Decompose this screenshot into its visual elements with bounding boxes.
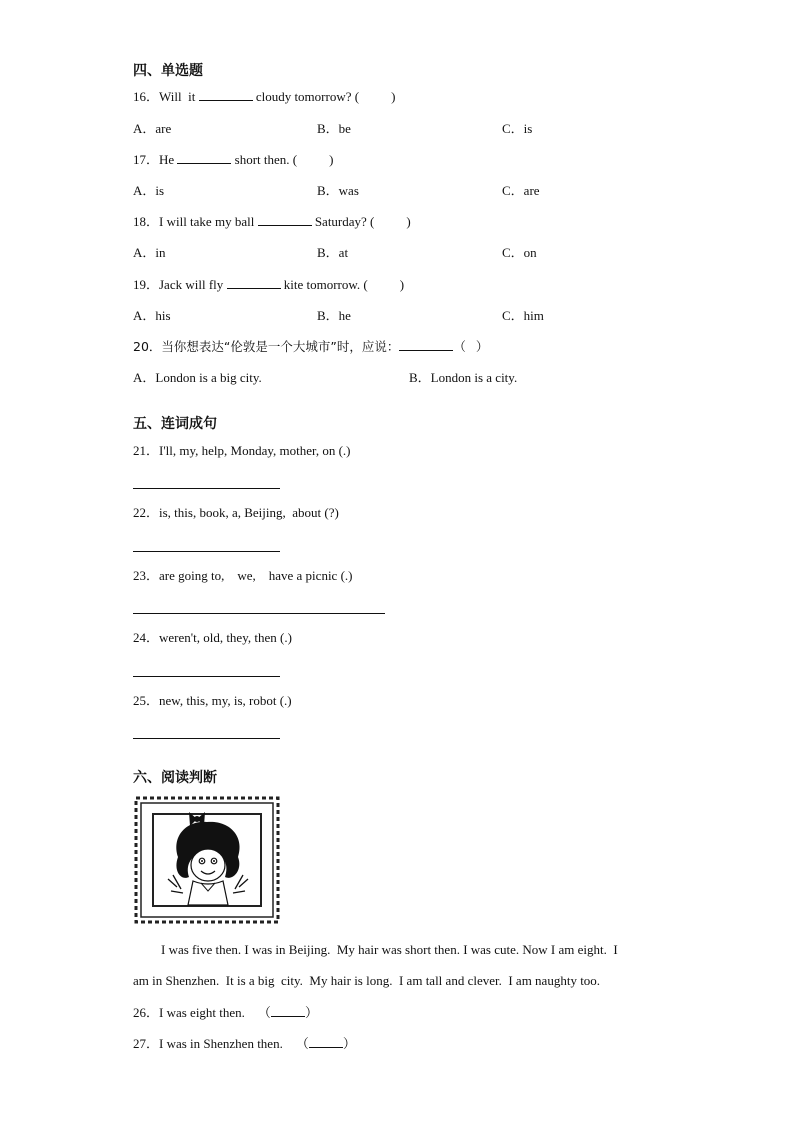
answer-line[interactable] — [133, 488, 280, 489]
question-26-text: 26．I was eight then. （ — [133, 1005, 271, 1020]
girl-stamp-illustration — [133, 795, 281, 925]
option-17-c[interactable]: C．are — [502, 183, 540, 198]
answer-line[interactable] — [133, 613, 385, 614]
question-16-pre: 16．Will it — [133, 89, 199, 104]
option-17-b[interactable]: B．was — [317, 183, 359, 198]
question-20-pre: 20．当你想表达“伦敦是一个大城市”时，应说： — [133, 339, 400, 354]
option-18-c[interactable]: C．on — [502, 245, 537, 260]
question-16-post: cloudy tomorrow? ( — [252, 89, 360, 104]
option-20-b[interactable]: B．London is a city. — [409, 370, 518, 385]
option-16-c[interactable]: C．is — [502, 121, 533, 136]
passage-line-2: am in Shenzhen. It is a big city. My hair is long. I am tall and clever. I am naughty too. — [133, 973, 601, 988]
answer-blank[interactable] — [309, 1036, 343, 1048]
question-27-close: ） — [342, 1036, 356, 1051]
answer-line[interactable] — [133, 551, 280, 552]
answer-blank[interactable] — [199, 89, 253, 101]
question-19-post: kite tomorrow. ( — [280, 277, 368, 292]
question-18-pre: 18．I will take my ball — [133, 214, 258, 229]
option-18-b[interactable]: B．at — [317, 245, 349, 260]
option-16-b[interactable]: B．be — [317, 121, 351, 136]
question-20-close: ） — [475, 339, 489, 354]
option-20-a[interactable]: A．London is a big city. — [133, 370, 262, 385]
answer-blank[interactable] — [258, 214, 312, 226]
question-25: 25．new, this, my, is, robot (.) — [133, 693, 292, 708]
question-19-close: ) — [399, 277, 405, 292]
question-18-post: Saturday? ( — [311, 214, 375, 229]
section-heading-single-choice: 四、单选题 — [133, 63, 203, 79]
answer-line[interactable] — [133, 738, 280, 739]
question-18 — [133, 214, 411, 230]
passage-line-1: I was five then. I was in Beijing. My hair was short then. I was cute. Now I am eight. I — [161, 942, 618, 957]
option-18-a[interactable]: A．in — [133, 245, 166, 260]
question-23: 23．are going to, we, have a picnic (.) — [133, 568, 353, 583]
answer-blank[interactable] — [399, 339, 453, 351]
question-19-pre: 19．Jack will fly — [133, 277, 227, 292]
answer-line[interactable] — [133, 676, 280, 677]
question-18-close: ) — [406, 214, 411, 229]
question-19 — [133, 277, 404, 293]
question-21: 21．I'll, my, help, Monday, mother, on (.) — [133, 443, 351, 458]
option-19-a[interactable]: A．his — [133, 308, 171, 323]
answer-blank[interactable] — [227, 277, 281, 289]
question-26-close: ） — [304, 1005, 318, 1020]
question-17 — [133, 152, 333, 168]
question-17-post: short then. ( — [231, 152, 298, 167]
answer-blank[interactable] — [271, 1005, 305, 1017]
question-20-open: （ — [453, 339, 466, 354]
question-16-close: ) — [391, 89, 396, 104]
option-17-a[interactable]: A．is — [133, 183, 165, 198]
question-17-close: ) — [329, 152, 334, 167]
question-16 — [133, 89, 395, 105]
question-27-text: 27．I was in Shenzhen then. （ — [133, 1036, 309, 1051]
answer-blank[interactable] — [177, 152, 231, 164]
question-27 — [133, 1036, 356, 1052]
question-24: 24．weren't, old, they, then (.) — [133, 630, 292, 645]
question-26 — [133, 1005, 318, 1021]
option-19-b[interactable]: B．he — [317, 308, 351, 323]
question-20 — [133, 339, 488, 355]
option-16-a[interactable]: A．are — [133, 121, 172, 136]
section-heading-sentence-building: 五、连词成句 — [133, 416, 217, 432]
question-17-pre: 17．He — [133, 152, 178, 167]
section-heading-reading-judgment: 六、阅读判断 — [133, 770, 217, 786]
option-19-c[interactable]: C．him — [502, 308, 544, 323]
question-22: 22．is, this, book, a, Beijing, about (?) — [133, 505, 339, 520]
